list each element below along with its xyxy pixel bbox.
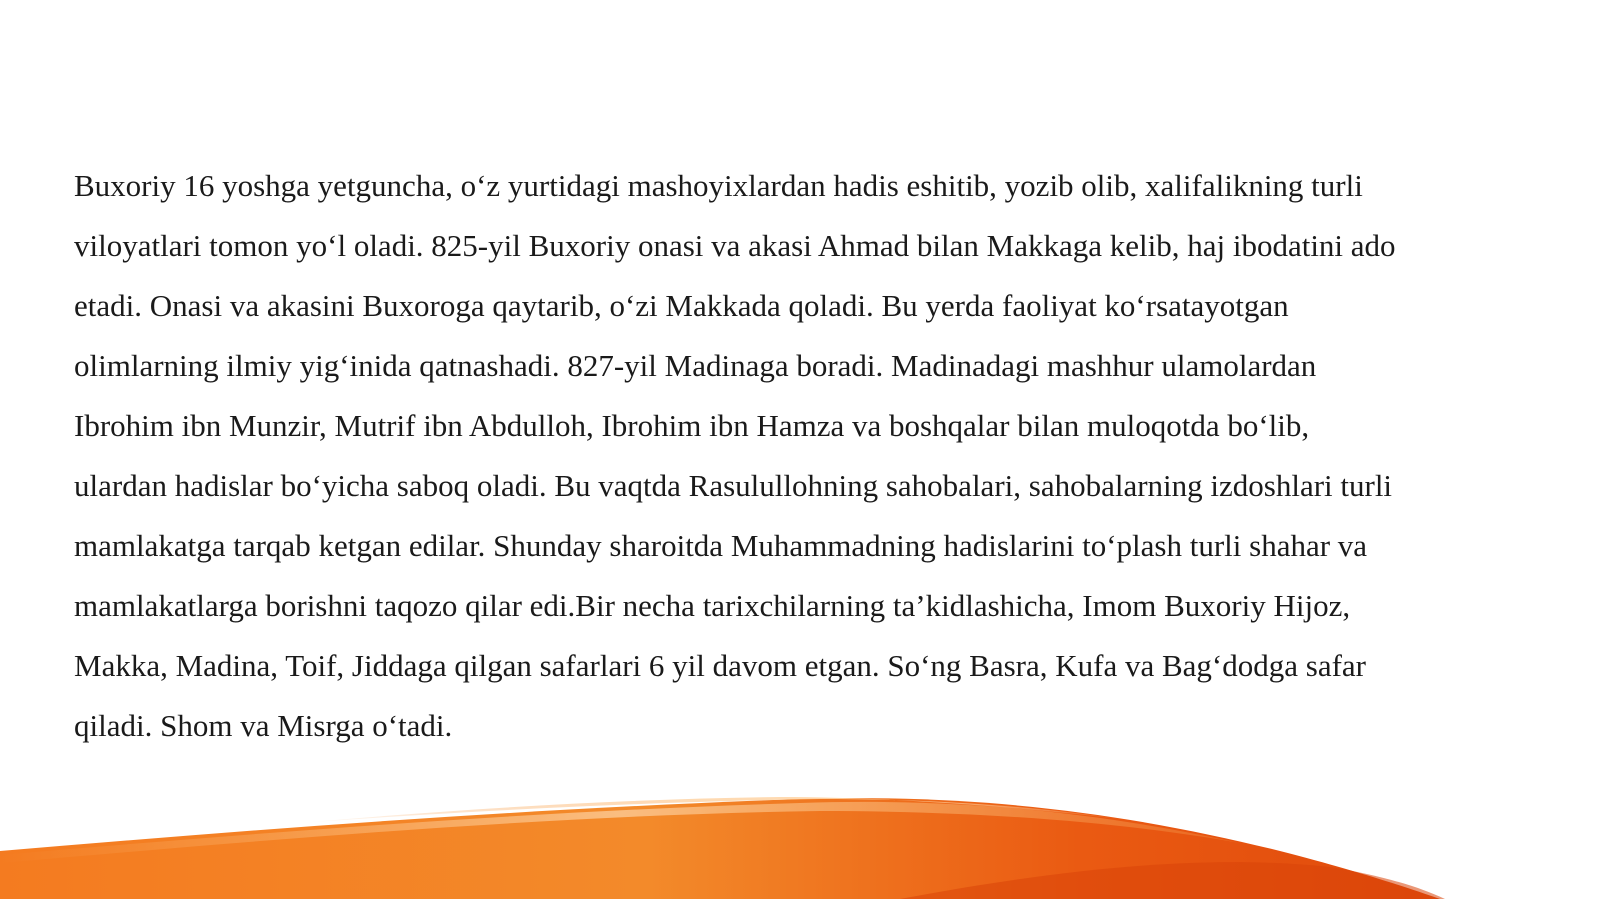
paragraph-line: etadi. Onasi va akasini Buxoroga qaytarib, o‘zi Makkada qoladi. Bu yerda faoliyat ko‘rsatayotgan bbox=[74, 288, 1289, 323]
paragraph-line: Buxoriy 16 yoshga yetguncha, o‘z yurtidagi mashoyixlardan hadis eshitib, yozib olib, xalifalikning turli bbox=[74, 168, 1363, 203]
paragraph-line: mamlakatlarga borishni taqozo qilar edi.Bir necha tarixchilarning ta’kidlashicha, Imom Buxoriy Hijoz, bbox=[74, 588, 1351, 623]
paragraph-line: mamlakatga tarqab ketgan edilar. Shunday sharoitda Muhammadning hadislarini to‘plash turli shahar va bbox=[74, 528, 1368, 563]
paragraph-line: viloyatlari tomon yo‘l oladi. 825-yil Buxoriy onasi va akasi Ahmad bilan Makkaga kelib, haj ibodatini ado bbox=[74, 228, 1396, 263]
body-paragraph bbox=[74, 156, 1544, 756]
paragraph-line: Makka, Madina, Toif, Jiddaga qilgan safarlari 6 yil davom etgan. So‘ng Basra, Kufa va Bag‘dodga safar bbox=[74, 648, 1366, 683]
paragraph-line: Ibrohim ibn Munzir, Mutrif ibn Abdulloh, Ibrohim ibn Hamza va boshqalar bilan muloqotda bo‘lib, bbox=[74, 408, 1310, 443]
paragraph-line: ulardan hadislar bo‘yicha saboq oladi. Bu vaqtda Rasulullohning sahobalari, sahobalarning izdoshlari turli bbox=[74, 468, 1393, 503]
paragraph-line: qiladi. Shom va Misrga o‘tadi. bbox=[74, 708, 453, 743]
paragraph-line: olimlarning ilmiy yig‘inida qatnashadi. 827-yil Madinaga boradi. Madinadagi mashhur ulamolardan bbox=[74, 348, 1317, 383]
orange-wave-decoration bbox=[0, 759, 1600, 899]
